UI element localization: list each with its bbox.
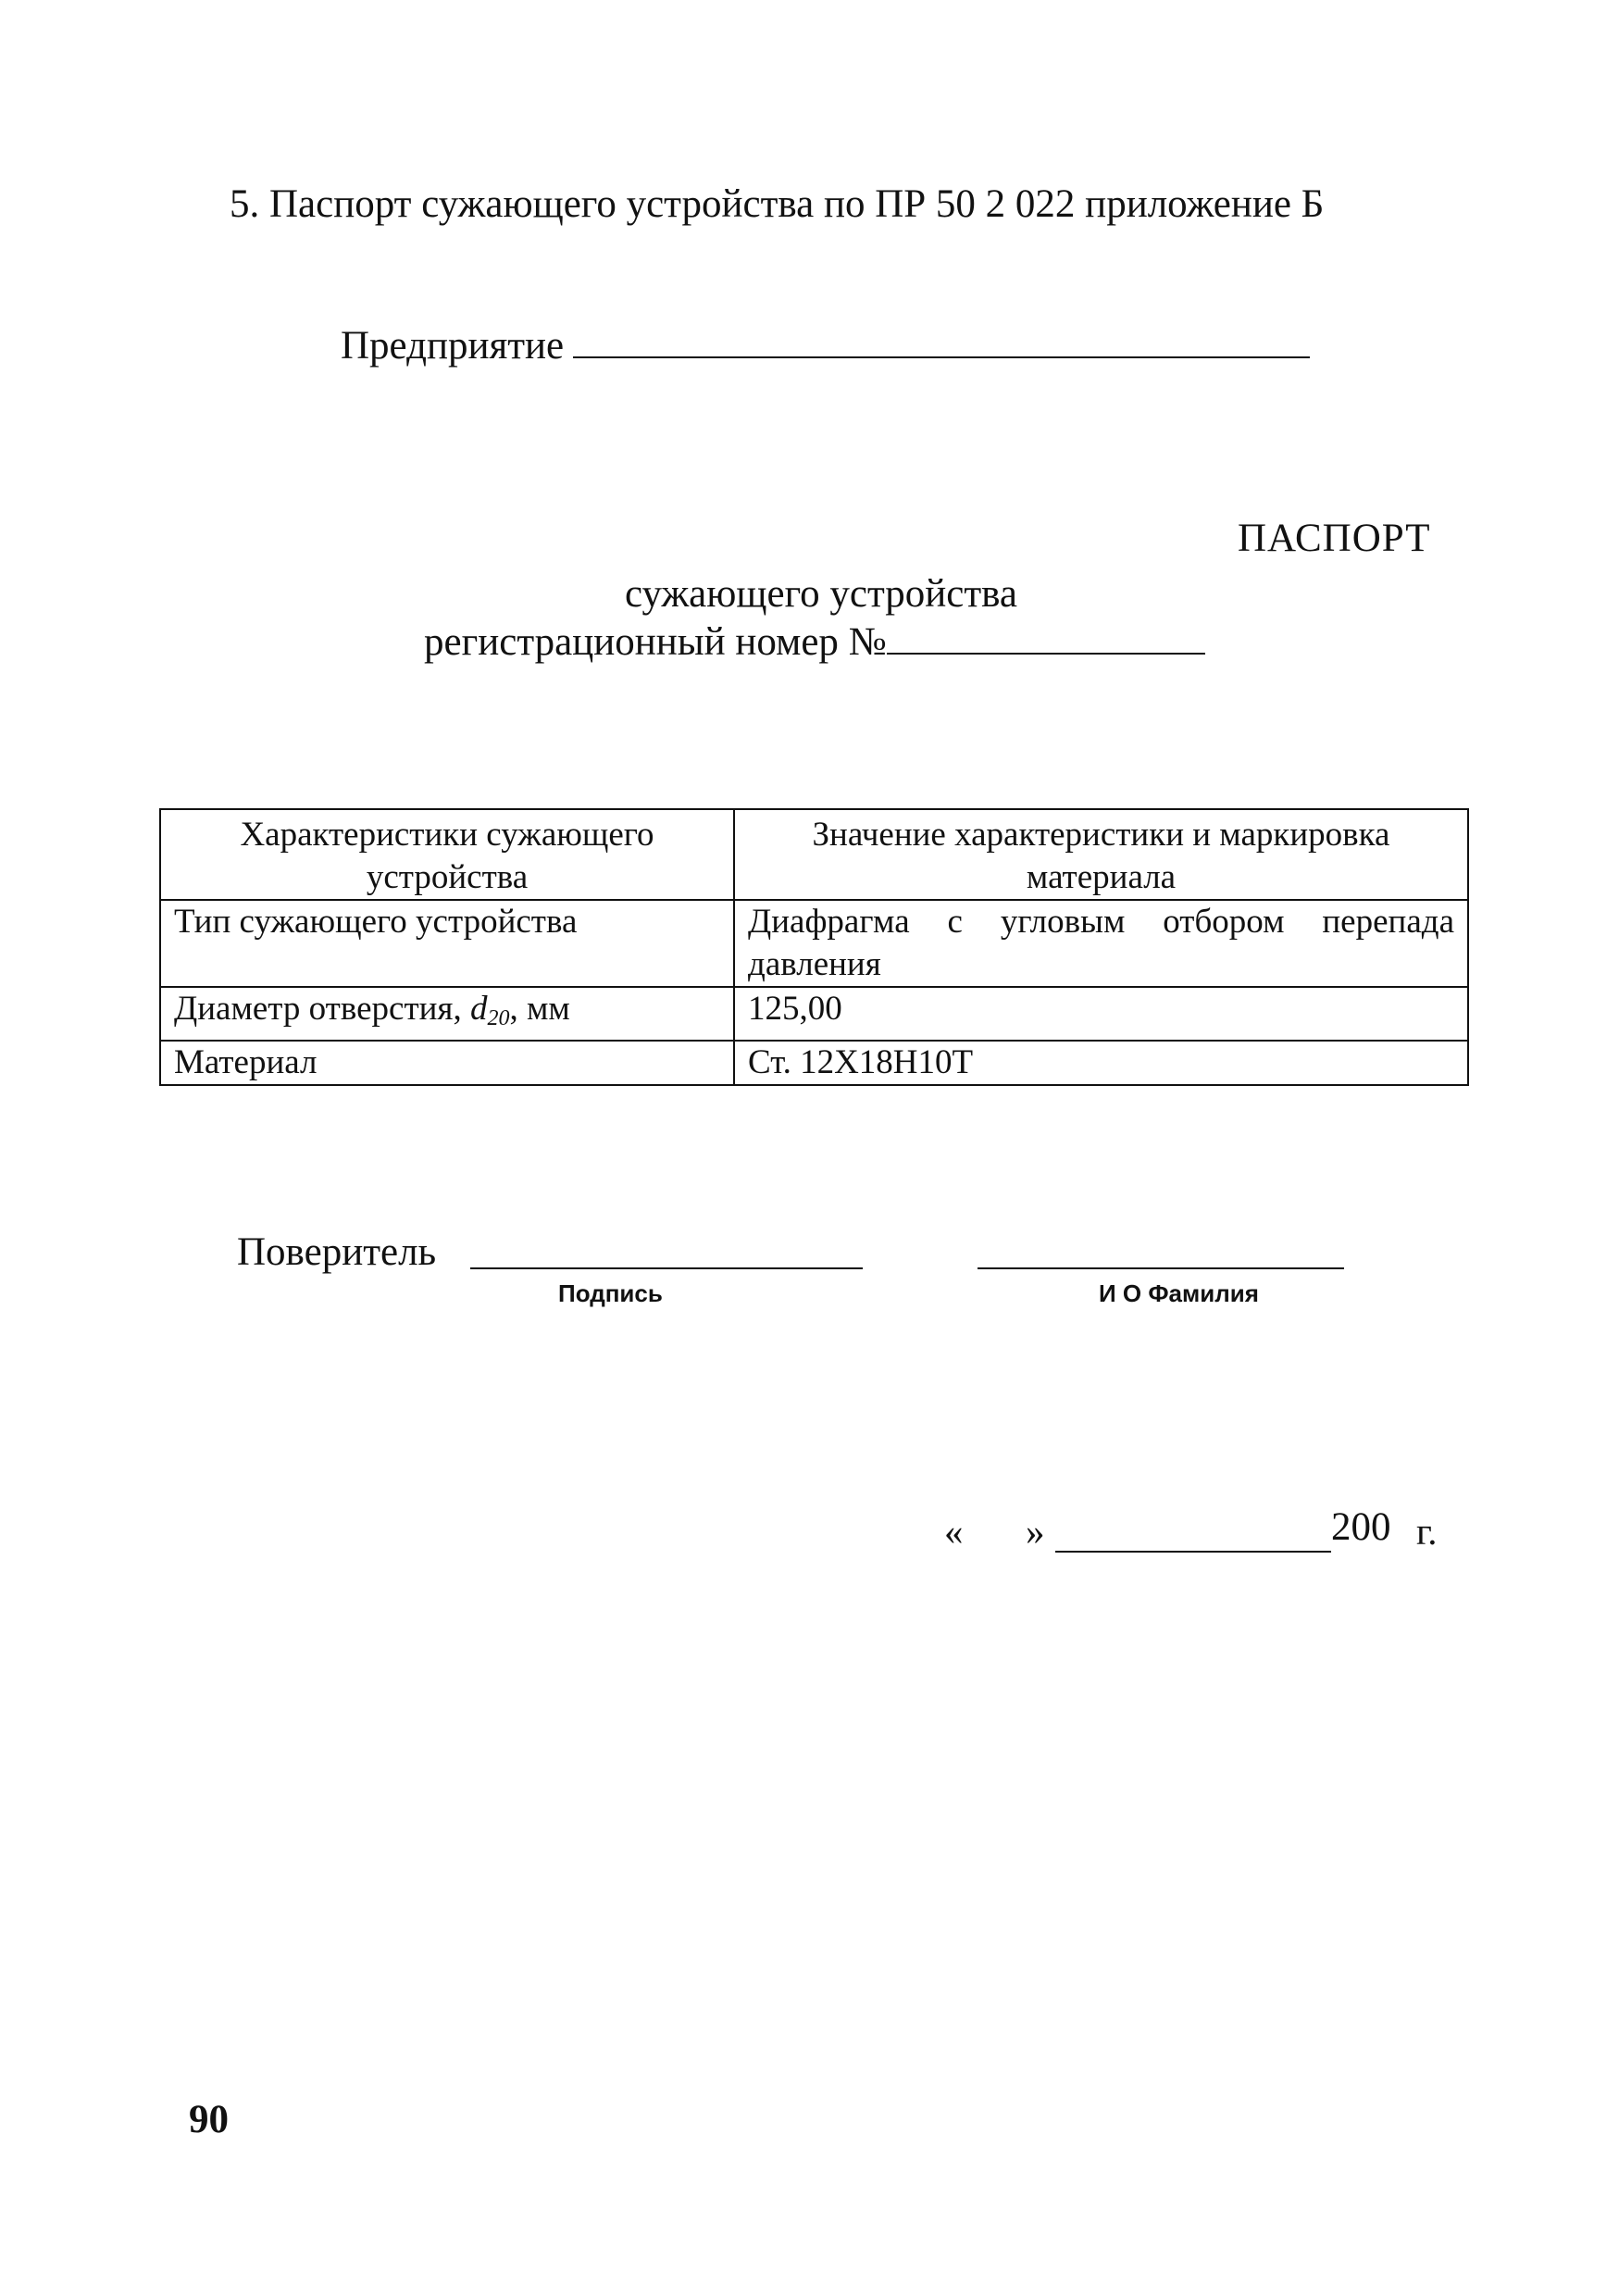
table-header-cell: Значение характеристики и маркировка материала	[734, 809, 1468, 900]
characteristic-name-prefix: Диаметр отверстия,	[174, 990, 470, 1028]
characteristic-name-unit: , мм	[509, 990, 570, 1028]
table-header-row	[160, 809, 1468, 900]
section-heading: 5. Паспорт сужающего устройства по ПР 50 2 022 приложение Б	[230, 182, 1325, 226]
passport-title: ПАСПОРТ	[1238, 517, 1431, 560]
table-row	[160, 1041, 1468, 1085]
table-header-cell: Характеристики сужающего устройства	[160, 809, 734, 900]
date-year-suffix: г.	[1416, 1510, 1438, 1553]
name-caption: И О Фамилия	[1099, 1279, 1259, 1307]
date-open-quote: «	[944, 1510, 964, 1553]
characteristics-table	[159, 808, 1469, 1086]
characteristic-name-cell	[160, 987, 734, 1041]
registration-number-blank-line	[887, 623, 1205, 655]
passport-subtitle: сужающего устройства	[625, 572, 1017, 616]
date-month-blank-line	[1055, 1551, 1331, 1553]
page-number: 90	[189, 2098, 229, 2141]
enterprise-blank-line	[573, 327, 1310, 358]
characteristic-name-cell: Тип сужающего устройства	[160, 900, 734, 987]
signature-blank-line	[470, 1267, 863, 1269]
date-close-quote: »	[1026, 1510, 1045, 1553]
diameter-symbol: d	[469, 990, 488, 1028]
characteristic-value-cell: Ст. 12Х18Н10Т	[734, 1041, 1468, 1085]
date-year: 200	[1331, 1505, 1391, 1549]
characteristic-value-cell: 125,00	[734, 987, 1468, 1041]
registration-number-label: регистрационный номер №	[424, 620, 887, 664]
verifier-label: Поверитель	[237, 1230, 437, 1274]
enterprise-label: Предприятие	[341, 324, 565, 368]
table-row	[160, 900, 1468, 987]
diameter-subscript: 20	[487, 1006, 510, 1030]
table-row	[160, 987, 1468, 1041]
characteristic-name-cell: Материал	[160, 1041, 734, 1085]
characteristic-value-cell: Диафрагма с угловым отбором перепада давления	[734, 900, 1468, 987]
registration-number-field	[424, 619, 1205, 665]
signature-caption: Подпись	[558, 1279, 663, 1307]
enterprise-field	[341, 323, 1310, 368]
name-blank-line	[978, 1267, 1344, 1269]
